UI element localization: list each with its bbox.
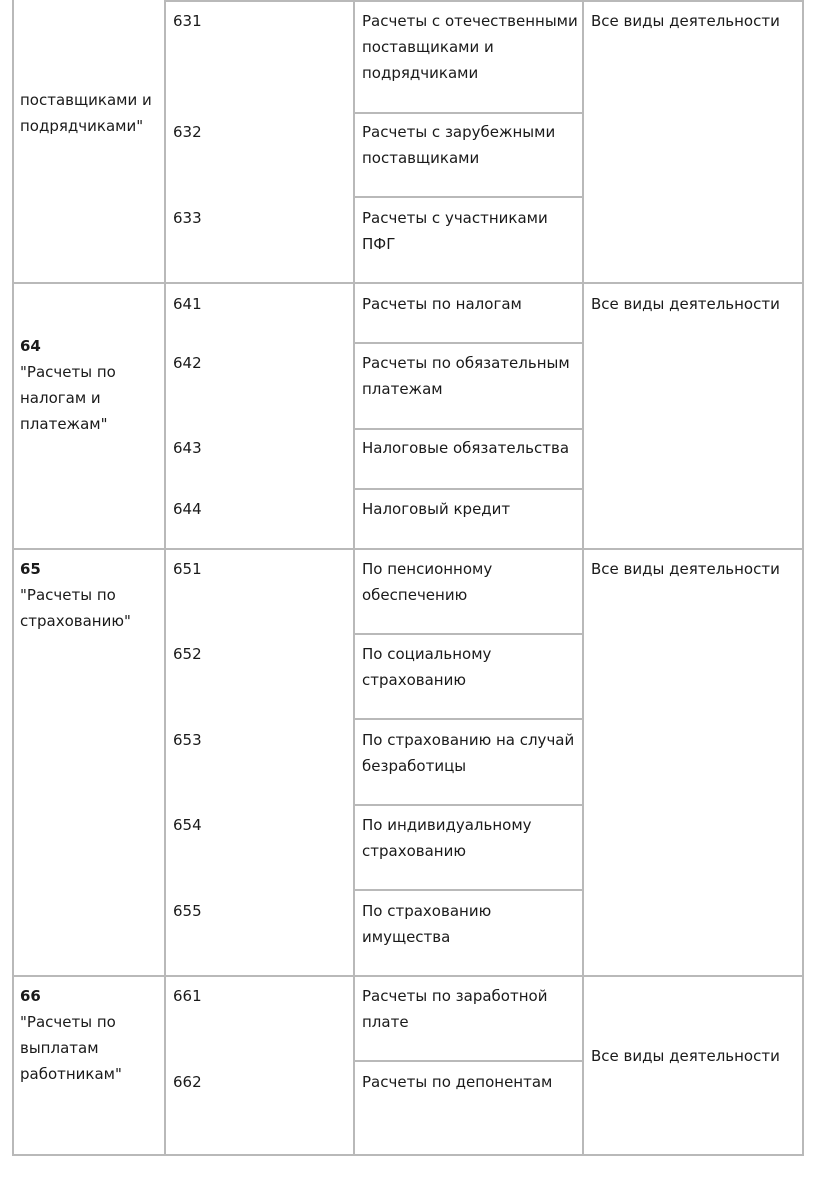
group-divider — [12, 548, 804, 550]
activity-scope: Все виды деятельности — [591, 12, 780, 30]
subaccount-name-line: По пенсионному — [362, 560, 493, 578]
account-name-line: платежам" — [20, 415, 108, 433]
subaccount-code: 633 — [173, 209, 202, 227]
row-divider — [353, 112, 584, 114]
subaccount-name-line: Расчеты с участниками — [362, 209, 548, 227]
group-divider — [12, 282, 804, 284]
subaccount-code: 653 — [173, 731, 202, 749]
account-code: 64 — [20, 337, 41, 355]
row-divider — [353, 889, 584, 891]
account-name-line: поставщиками и — [20, 91, 152, 109]
subaccount-name-line: Налоговый кредит — [362, 500, 511, 518]
group-divider — [12, 975, 804, 977]
subaccount-name-line: поставщиками — [362, 149, 480, 167]
subaccount-code: 654 — [173, 816, 202, 834]
subaccount-code: 643 — [173, 439, 202, 457]
subaccount-name-line: Расчеты с зарубежными — [362, 123, 556, 141]
subaccount-code: 662 — [173, 1073, 202, 1091]
subaccount-code: 651 — [173, 560, 202, 578]
table-border-right — [802, 0, 804, 1156]
subaccount-name-line: поставщиками и — [362, 38, 494, 56]
subaccount-code: 631 — [173, 12, 202, 30]
account-name-line: "Расчеты по — [20, 363, 116, 381]
subaccount-name-line: страхованию — [362, 842, 466, 860]
subaccount-name-line: имущества — [362, 928, 451, 946]
account-name-line: "Расчеты по — [20, 586, 116, 604]
subaccount-name-line: По страхованию — [362, 902, 492, 920]
subaccount-code: 661 — [173, 987, 202, 1005]
subaccount-name-line: ПФГ — [362, 235, 396, 253]
row-divider — [353, 428, 584, 430]
account-name-line: работникам" — [20, 1065, 122, 1083]
account-name-line: выплатам — [20, 1039, 99, 1057]
row-divider — [353, 1060, 584, 1062]
subaccount-name-line: подрядчиками — [362, 64, 479, 82]
activity-scope: Все виды деятельности — [591, 1047, 780, 1065]
subaccount-name-line: Расчеты по депонентам — [362, 1073, 553, 1091]
subaccount-name-line: По страхованию на случай — [362, 731, 575, 749]
table-border-bottom — [12, 1154, 804, 1156]
row-divider — [353, 196, 584, 198]
account-code: 66 — [20, 987, 41, 1005]
subaccount-name-line: Расчеты по заработной — [362, 987, 548, 1005]
subaccount-name-line: платежам — [362, 380, 443, 398]
account-name-line: "Расчеты по — [20, 1013, 116, 1031]
subaccount-code: 655 — [173, 902, 202, 920]
column-divider-1 — [164, 0, 166, 1156]
account-name-line: страхованию" — [20, 612, 131, 630]
subaccount-name-line: По социальному — [362, 645, 492, 663]
subaccount-name-line: страхованию — [362, 671, 466, 689]
table-border-top — [164, 0, 804, 2]
subaccount-code: 632 — [173, 123, 202, 141]
subaccount-name-line: безработицы — [362, 757, 467, 775]
row-divider — [353, 718, 584, 720]
subaccount-name-line: Расчеты с отечественными — [362, 12, 578, 30]
subaccount-name-line: плате — [362, 1013, 409, 1031]
subaccount-code: 644 — [173, 500, 202, 518]
account-name-line: подрядчиками" — [20, 117, 144, 135]
subaccount-code: 652 — [173, 645, 202, 663]
subaccount-name-line: По индивидуальному — [362, 816, 532, 834]
subaccount-code: 641 — [173, 295, 202, 313]
row-divider — [353, 804, 584, 806]
subaccount-name-line: Расчеты по обязательным — [362, 354, 570, 372]
row-divider — [353, 342, 584, 344]
column-divider-2 — [353, 0, 355, 1156]
activity-scope: Все виды деятельности — [591, 295, 780, 313]
table-border-left — [12, 0, 14, 1156]
subaccount-code: 642 — [173, 354, 202, 372]
account-name-line: налогам и — [20, 389, 101, 407]
row-divider — [353, 633, 584, 635]
subaccount-name-line: обеспечению — [362, 586, 468, 604]
account-code: 65 — [20, 560, 41, 578]
subaccount-name-line: Расчеты по налогам — [362, 295, 522, 313]
subaccount-name-line: Налоговые обязательства — [362, 439, 570, 457]
row-divider — [353, 488, 584, 490]
activity-scope: Все виды деятельности — [591, 560, 780, 578]
column-divider-3 — [582, 0, 584, 1156]
